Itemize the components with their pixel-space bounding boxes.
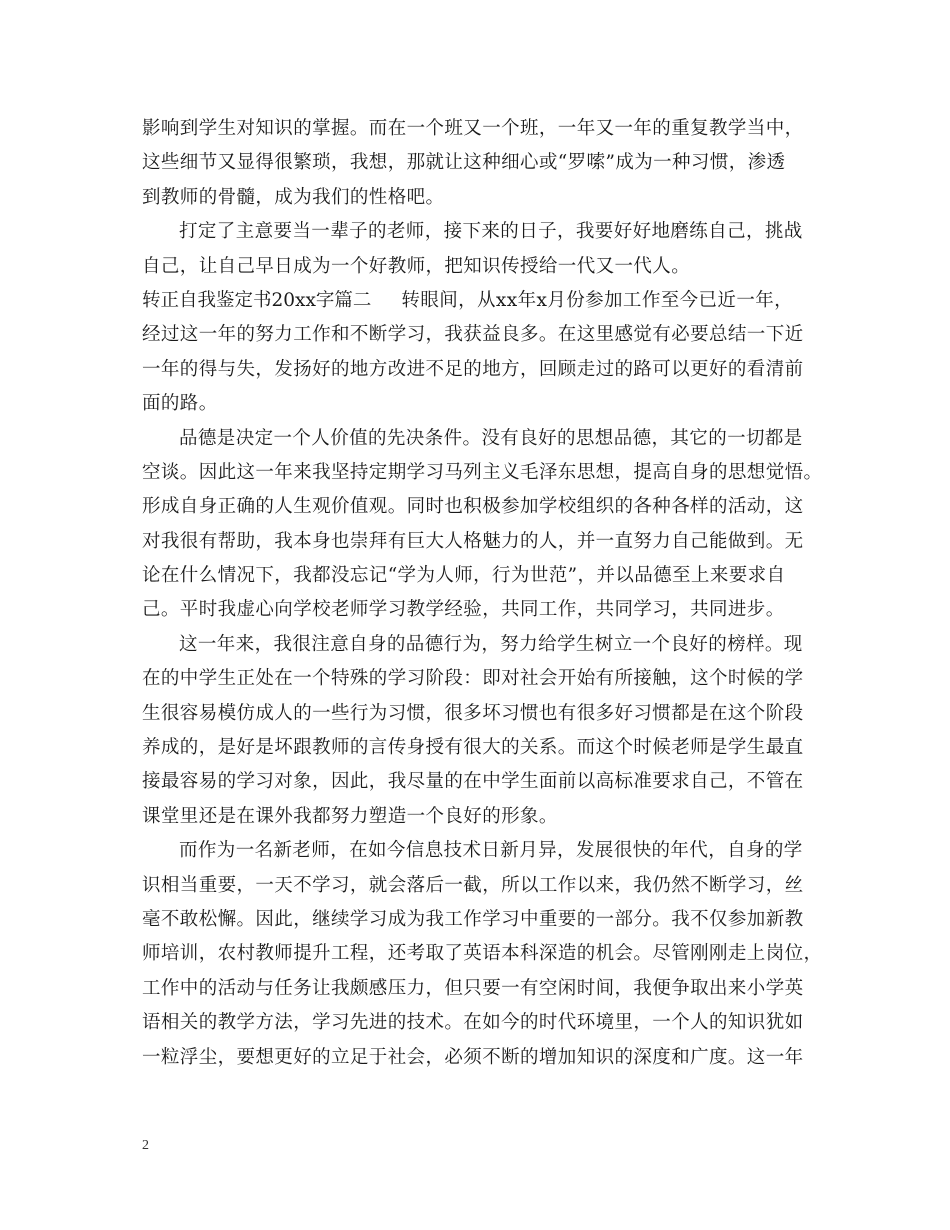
text-line <box>142 559 822 593</box>
line-text: 论在什么情况下，我都没忘记“学为人师，行为世范”，并以品德至上来要求自 <box>142 565 786 587</box>
text-line <box>142 972 822 1006</box>
text-line <box>142 834 822 868</box>
page-number: 2 <box>142 1138 149 1153</box>
line-text: 空谈。因此这一年来我坚持定期学习马列主义毛泽东思想，提高自身的思想觉悟。 <box>142 461 823 483</box>
line-text: 课堂里还是在课外我都努力塑造一个良好的形象。 <box>142 805 558 827</box>
text-line <box>142 1006 822 1040</box>
line-text: 这一年来，我很注意自身的品德行为，努力给学生树立一个良好的榜样。现 <box>179 633 803 655</box>
text-line <box>142 937 822 971</box>
text-line <box>142 1041 822 1075</box>
text-line <box>142 387 822 421</box>
text-line <box>142 662 822 696</box>
line-text: 养成的，是好是坏跟教师的言传身授有很大的关系。而这个时候老师是学生最直 <box>142 737 804 759</box>
section-heading: 转正自我鉴定书20xx字篇二 <box>142 289 372 311</box>
text-line <box>142 181 822 215</box>
text-line <box>142 318 822 352</box>
text-line <box>142 869 822 903</box>
line-text: 识相当重要，一天不学习，就会落后一截，所以工作以来，我仍然不断学习，丝 <box>142 874 804 896</box>
line-text: 工作中的活动与任务让我颇感压力，但只要一有空闲时间，我便争取出来小学英 <box>142 977 804 999</box>
line-text: 面的路。 <box>142 393 218 415</box>
line-text: 这些细节又显得很繁琐，我想，那就让这种细心或“罗嗦”成为一种习惯，渗透 <box>142 152 786 174</box>
line-text: 己。平时我虚心向学校老师学习教学经验，共同工作，共同学习，共同进步。 <box>142 599 785 621</box>
document-body <box>142 112 822 1075</box>
line-text: 影响到学生对知识的掌握。而在一个班又一个班，一年又一年的重复教学当中， <box>142 118 804 139</box>
line-text: 接最容易的学习对象，因此，我尽量的在中学生面前以高标准要求自己，不管在 <box>142 771 804 793</box>
line-text: 生很容易模仿成人的一些行为习惯，很多坏习惯也有很多好习惯都是在这个阶段 <box>142 702 804 724</box>
line-text: 一粒浮尘，要想更好的立足于社会，必须不断的增加知识的深度和广度。这一年 <box>142 1046 804 1068</box>
text-line <box>142 697 822 731</box>
text-line <box>142 456 822 490</box>
line-text: 一年的得与失，发扬好的地方改进不足的地方，回顾走过的路可以更好的看清前 <box>142 358 804 380</box>
text-line <box>142 903 822 937</box>
line-text: 自己，让自己早日成为一个好教师，把知识传授给一代又一代人。 <box>142 255 691 277</box>
text-line <box>142 353 822 387</box>
line-text: 打定了主意要当一辈子的老师，接下来的日子，我要好好地磨练自己，挑战 <box>179 221 803 243</box>
line-text: 而作为一名新老师，在如今信息技术日新月异，发展很快的年代，自身的学 <box>179 840 803 862</box>
line-text: 毫不敢松懈。因此，继续学习成为我工作学习中重要的一部分。我不仅参加新教 <box>142 908 804 930</box>
text-line <box>142 215 822 249</box>
section-heading-line <box>142 284 822 318</box>
text-line <box>142 731 822 765</box>
text-line <box>142 250 822 284</box>
line-text: 在的中学生正处在一个特殊的学习阶段：即对社会开始有所接触，这个时候的学 <box>142 668 804 690</box>
text-line <box>142 112 822 146</box>
text-line <box>142 525 822 559</box>
line-text: 品德是决定一个人价值的先决条件。没有良好的思想品德，其它的一切都是 <box>179 427 803 449</box>
line-text: 对我很有帮助，我本身也崇拜有巨大人格魅力的人，并一直努力自己能做到。无 <box>142 530 804 552</box>
line-text: 到教师的骨髓，成为我们的性格吧。 <box>142 186 445 208</box>
text-line <box>142 490 822 524</box>
line-text: 转眼间，从xx年x月份参加工作至今已近一年， <box>401 289 794 311</box>
text-line <box>142 800 822 834</box>
text-line <box>142 593 822 627</box>
line-text: 形成自身正确的人生观价值观。同时也积极参加学校组织的各种各样的活动，这 <box>142 496 804 518</box>
text-line <box>142 628 822 662</box>
line-text: 经过这一年的努力工作和不断学习，我获益良多。在这里感觉有必要总结一下近 <box>142 324 804 346</box>
text-line <box>142 765 822 799</box>
line-text: 语相关的教学方法，学习先进的技术。在如今的时代环境里，一个人的知识犹如 <box>142 1012 804 1034</box>
line-text: 师培训，农村教师提升工程，还考取了英语本科深造的机会。尽管刚刚走上岗位， <box>142 943 823 965</box>
text-line <box>142 146 822 180</box>
text-line <box>142 422 822 456</box>
